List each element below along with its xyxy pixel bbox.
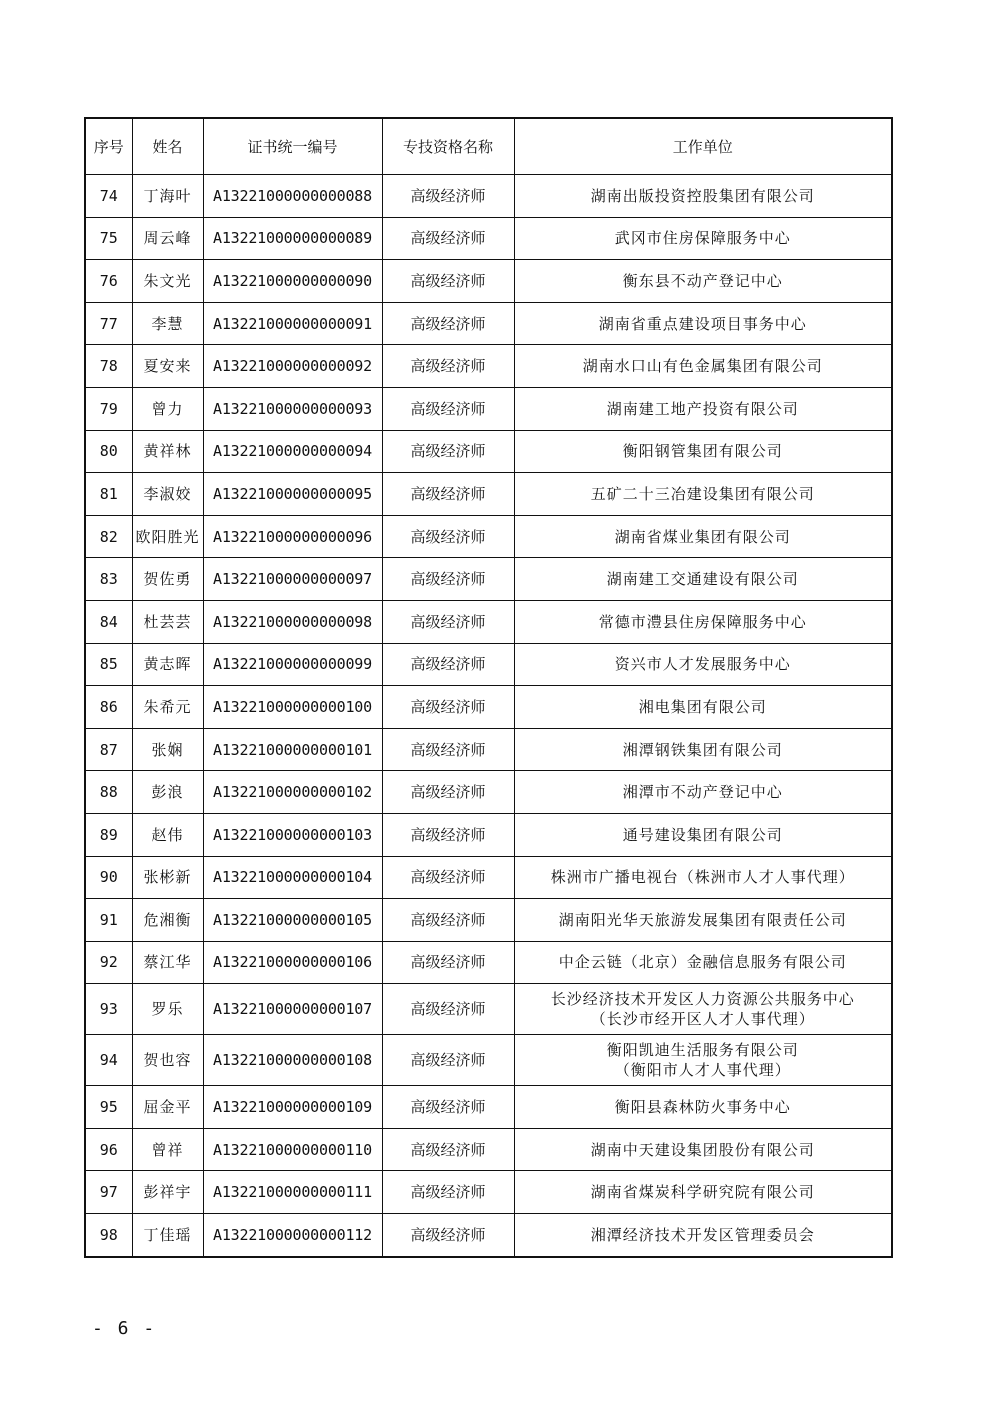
cell-certificate-number: A13221000000000092 <box>203 345 382 388</box>
cell-serial: 93 <box>85 984 132 1035</box>
header-name: 姓名 <box>132 118 203 175</box>
cell-qualification: 高级经济师 <box>382 558 514 601</box>
table-row <box>85 430 892 473</box>
table-row <box>85 1214 892 1257</box>
cell-certificate-number: A13221000000000106 <box>203 941 382 984</box>
cell-serial: 89 <box>85 813 132 856</box>
cell-serial: 82 <box>85 515 132 558</box>
work-unit-line: 资兴市人才发展服务中心 <box>614 655 791 674</box>
work-unit-line: 湖南阳光华天旅游发展集团有限责任公司 <box>558 910 847 929</box>
table-row <box>85 515 892 558</box>
work-unit-line: 湘潭经济技术开发区管理委员会 <box>590 1225 815 1244</box>
table-row <box>85 175 892 218</box>
cell-qualification: 高级经济师 <box>382 217 514 260</box>
work-unit-line: 湖南省重点建设项目事务中心 <box>598 314 807 333</box>
cell-name: 李淑姣 <box>132 473 203 516</box>
cell-name: 曾力 <box>132 387 203 430</box>
cell-serial: 77 <box>85 302 132 345</box>
table-row <box>85 856 892 899</box>
cell-qualification: 高级经济师 <box>382 1086 514 1129</box>
table-row <box>85 813 892 856</box>
cell-work-unit <box>514 387 892 430</box>
cell-qualification: 高级经济师 <box>382 1128 514 1171</box>
cell-certificate-number: A13221000000000094 <box>203 430 382 473</box>
work-unit-line: 湘电集团有限公司 <box>638 697 767 716</box>
work-unit-line: （长沙市经开区人才人事代理） <box>590 1010 815 1029</box>
cell-work-unit <box>514 345 892 388</box>
table-row <box>85 1086 892 1129</box>
table-row <box>85 600 892 643</box>
work-unit-line: 湖南中天建设集团股份有限公司 <box>590 1140 815 1159</box>
cell-qualification: 高级经济师 <box>382 473 514 516</box>
table-row <box>85 899 892 942</box>
work-unit-line: 衡东县不动产登记中心 <box>622 271 783 290</box>
cell-certificate-number: A13221000000000111 <box>203 1171 382 1214</box>
cell-work-unit <box>514 1035 892 1086</box>
table-row <box>85 302 892 345</box>
work-unit-line: 衡阳县森林防火事务中心 <box>614 1098 791 1117</box>
table-header-row <box>85 118 892 175</box>
work-unit-line: 湘潭钢铁集团有限公司 <box>622 740 783 759</box>
cell-qualification: 高级经济师 <box>382 643 514 686</box>
cell-serial: 76 <box>85 260 132 303</box>
cell-name: 周云峰 <box>132 217 203 260</box>
work-unit-line: 湖南省煤炭科学研究院有限公司 <box>590 1183 815 1202</box>
table-row <box>85 473 892 516</box>
cell-serial: 86 <box>85 686 132 729</box>
roster-table <box>84 117 893 1258</box>
cell-work-unit <box>514 430 892 473</box>
cell-work-unit <box>514 813 892 856</box>
cell-work-unit <box>514 302 892 345</box>
cell-serial: 91 <box>85 899 132 942</box>
cell-qualification: 高级经济师 <box>382 302 514 345</box>
cell-name: 朱文光 <box>132 260 203 303</box>
cell-serial: 88 <box>85 771 132 814</box>
cell-serial: 81 <box>85 473 132 516</box>
table-row <box>85 1171 892 1214</box>
cell-serial: 84 <box>85 600 132 643</box>
cell-certificate-number: A13221000000000097 <box>203 558 382 601</box>
table-row <box>85 1035 892 1086</box>
cell-name: 夏安来 <box>132 345 203 388</box>
cell-serial: 92 <box>85 941 132 984</box>
cell-qualification: 高级经济师 <box>382 260 514 303</box>
cell-name: 曾祥 <box>132 1128 203 1171</box>
cell-work-unit <box>514 260 892 303</box>
table-row <box>85 686 892 729</box>
cell-certificate-number: A13221000000000095 <box>203 473 382 516</box>
work-unit-line: 武冈市住房保障服务中心 <box>614 229 791 248</box>
cell-serial: 87 <box>85 728 132 771</box>
work-unit-line: 湖南出版投资控股集团有限公司 <box>590 186 815 205</box>
cell-name: 黄祥林 <box>132 430 203 473</box>
cell-certificate-number: A13221000000000103 <box>203 813 382 856</box>
cell-name: 李慧 <box>132 302 203 345</box>
cell-name: 贺佐勇 <box>132 558 203 601</box>
header-serial: 序号 <box>85 118 132 175</box>
header-work-unit: 工作单位 <box>514 118 892 175</box>
cell-name: 贺也容 <box>132 1035 203 1086</box>
cell-serial: 94 <box>85 1035 132 1086</box>
table-row <box>85 643 892 686</box>
cell-serial: 83 <box>85 558 132 601</box>
table-row <box>85 387 892 430</box>
table-row <box>85 345 892 388</box>
cell-name: 危湘衡 <box>132 899 203 942</box>
work-unit-line: 衡阳凯迪生活服务有限公司 <box>606 1041 799 1060</box>
cell-name: 张娴 <box>132 728 203 771</box>
cell-certificate-number: A13221000000000105 <box>203 899 382 942</box>
cell-certificate-number: A13221000000000112 <box>203 1214 382 1257</box>
cell-work-unit <box>514 1086 892 1129</box>
cell-serial: 97 <box>85 1171 132 1214</box>
work-unit-line: 湘潭市不动产登记中心 <box>622 783 783 802</box>
cell-certificate-number: A13221000000000101 <box>203 728 382 771</box>
table-row <box>85 941 892 984</box>
header-qualification: 专技资格名称 <box>382 118 514 175</box>
cell-qualification: 高级经济师 <box>382 771 514 814</box>
cell-serial: 80 <box>85 430 132 473</box>
cell-qualification: 高级经济师 <box>382 175 514 218</box>
cell-serial: 75 <box>85 217 132 260</box>
work-unit-line: 湖南建工交通建设有限公司 <box>606 570 799 589</box>
cell-serial: 78 <box>85 345 132 388</box>
cell-work-unit <box>514 686 892 729</box>
table-row <box>85 1128 892 1171</box>
cell-qualification: 高级经济师 <box>382 515 514 558</box>
cell-work-unit <box>514 899 892 942</box>
cell-qualification: 高级经济师 <box>382 1214 514 1257</box>
cell-name: 杜芸芸 <box>132 600 203 643</box>
work-unit-line: 长沙经济技术开发区人力资源公共服务中心 <box>550 990 855 1009</box>
cell-qualification: 高级经济师 <box>382 856 514 899</box>
cell-serial: 85 <box>85 643 132 686</box>
cell-qualification: 高级经济师 <box>382 813 514 856</box>
cell-certificate-number: A13221000000000109 <box>203 1086 382 1129</box>
table-row <box>85 984 892 1035</box>
cell-work-unit <box>514 175 892 218</box>
cell-certificate-number: A13221000000000098 <box>203 600 382 643</box>
cell-name: 彭浪 <box>132 771 203 814</box>
table-row <box>85 260 892 303</box>
cell-name: 丁佳瑶 <box>132 1214 203 1257</box>
cell-serial: 79 <box>85 387 132 430</box>
cell-qualification: 高级经济师 <box>382 600 514 643</box>
cell-qualification: 高级经济师 <box>382 984 514 1035</box>
cell-work-unit <box>514 856 892 899</box>
cell-name: 屈金平 <box>132 1086 203 1129</box>
table-row <box>85 771 892 814</box>
table-body <box>85 175 892 1257</box>
cell-qualification: 高级经济师 <box>382 345 514 388</box>
cell-qualification: 高级经济师 <box>382 941 514 984</box>
work-unit-line: 五矿二十三冶建设集团有限公司 <box>590 484 815 503</box>
cell-name: 黄志晖 <box>132 643 203 686</box>
cell-qualification: 高级经济师 <box>382 686 514 729</box>
cell-work-unit <box>514 1171 892 1214</box>
work-unit-line: （衡阳市人才人事代理） <box>614 1061 791 1080</box>
cell-certificate-number: A13221000000000107 <box>203 984 382 1035</box>
cell-work-unit <box>514 1214 892 1257</box>
cell-certificate-number: A13221000000000093 <box>203 387 382 430</box>
cell-certificate-number: A13221000000000090 <box>203 260 382 303</box>
work-unit-line: 株洲市广播电视台（株洲市人才人事代理） <box>550 868 855 887</box>
cell-work-unit <box>514 1128 892 1171</box>
cell-name: 彭祥宇 <box>132 1171 203 1214</box>
cell-work-unit <box>514 515 892 558</box>
work-unit-line: 湖南建工地产投资有限公司 <box>606 399 799 418</box>
header-certificate-number: 证书统一编号 <box>203 118 382 175</box>
cell-certificate-number: A13221000000000102 <box>203 771 382 814</box>
cell-certificate-number: A13221000000000089 <box>203 217 382 260</box>
work-unit-line: 通号建设集团有限公司 <box>622 825 783 844</box>
work-unit-line: 衡阳钢管集团有限公司 <box>622 442 783 461</box>
cell-serial: 95 <box>85 1086 132 1129</box>
cell-work-unit <box>514 984 892 1035</box>
table-row <box>85 728 892 771</box>
work-unit-line: 常德市澧县住房保障服务中心 <box>598 612 807 631</box>
cell-certificate-number: A13221000000000096 <box>203 515 382 558</box>
cell-certificate-number: A13221000000000108 <box>203 1035 382 1086</box>
work-unit-line: 中企云链（北京）金融信息服务有限公司 <box>558 953 847 972</box>
cell-serial: 96 <box>85 1128 132 1171</box>
cell-name: 罗乐 <box>132 984 203 1035</box>
page-number: - 6 - <box>92 1318 157 1339</box>
cell-work-unit <box>514 771 892 814</box>
cell-certificate-number: A13221000000000088 <box>203 175 382 218</box>
cell-work-unit <box>514 558 892 601</box>
cell-qualification: 高级经济师 <box>382 899 514 942</box>
cell-certificate-number: A13221000000000100 <box>203 686 382 729</box>
cell-qualification: 高级经济师 <box>382 1035 514 1086</box>
cell-work-unit <box>514 643 892 686</box>
cell-work-unit <box>514 473 892 516</box>
cell-work-unit <box>514 728 892 771</box>
cell-certificate-number: A13221000000000091 <box>203 302 382 345</box>
cell-work-unit <box>514 217 892 260</box>
cell-qualification: 高级经济师 <box>382 728 514 771</box>
work-unit-line: 湖南水口山有色金属集团有限公司 <box>582 357 823 376</box>
table-row <box>85 217 892 260</box>
cell-work-unit <box>514 600 892 643</box>
cell-serial: 90 <box>85 856 132 899</box>
cell-qualification: 高级经济师 <box>382 387 514 430</box>
cell-name: 张彬新 <box>132 856 203 899</box>
cell-serial: 74 <box>85 175 132 218</box>
cell-name: 丁海叶 <box>132 175 203 218</box>
cell-certificate-number: A13221000000000099 <box>203 643 382 686</box>
cell-certificate-number: A13221000000000104 <box>203 856 382 899</box>
cell-name: 赵伟 <box>132 813 203 856</box>
cell-name: 朱希元 <box>132 686 203 729</box>
cell-certificate-number: A13221000000000110 <box>203 1128 382 1171</box>
cell-name: 欧阳胜光 <box>132 515 203 558</box>
cell-qualification: 高级经济师 <box>382 1171 514 1214</box>
work-unit-line: 湖南省煤业集团有限公司 <box>614 527 791 546</box>
cell-name: 蔡江华 <box>132 941 203 984</box>
cell-qualification: 高级经济师 <box>382 430 514 473</box>
table-row <box>85 558 892 601</box>
cell-work-unit <box>514 941 892 984</box>
cell-serial: 98 <box>85 1214 132 1257</box>
